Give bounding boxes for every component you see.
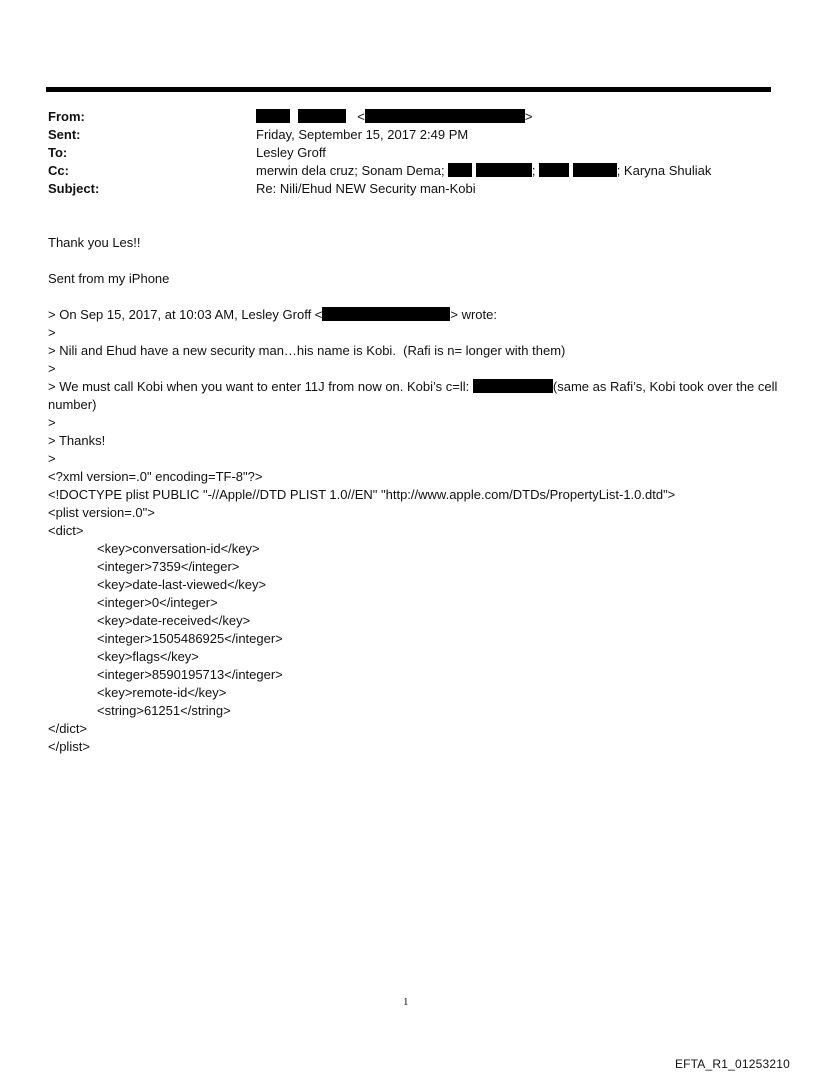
quote-text: > We must call Kobi when you want to enter 11J from now on. Kobi’s c=ll: [48,379,473,394]
subject-label: Subject: [48,181,100,196]
redaction-bar [539,163,569,177]
subject-value: Re: Nili/Ehud NEW Security man-Kobi [256,181,476,196]
redaction-bar [365,109,525,123]
redaction-bar [322,307,450,321]
xml-line: <string>61251</string> [97,703,231,718]
from-bracket-close: > [524,109,533,124]
header-top-rule [46,87,771,92]
redaction-bar [573,163,617,177]
from-label: From: [48,109,85,124]
document-id: EFTA_R1_01253210 [674,1057,790,1071]
quote-line: > Thanks! [48,433,106,448]
quote-line: > [48,415,56,430]
xml-line: <integer>0</integer> [97,595,218,610]
xml-line: <dict> [48,523,84,538]
xml-line: <integer>1505486925</integer> [97,631,283,646]
xml-line: </dict> [48,721,88,736]
xml-line: <key>flags</key> [97,649,199,664]
quote-text: (same as Rafi’s, Kobi took over the cell number) [48,379,778,412]
redaction-bar [298,109,346,123]
xml-line: <key>conversation-id</key> [97,541,260,556]
to-label: To: [48,145,68,160]
cc-separator: ; [531,163,536,178]
quote-line: > [48,361,56,376]
to-value: Lesley Groff [256,145,326,160]
quote-line: > [48,451,56,466]
quote-text: > wrote: [450,307,497,322]
xml-line: </plist> [48,739,90,754]
xml-line: <integer>8590195713</integer> [97,667,283,682]
xml-line: <key>date-last-viewed</key> [97,577,267,592]
xml-line: <key>remote-id</key> [97,685,227,700]
body-line: Sent from my iPhone [48,271,170,286]
xml-line: <key>date-received</key> [97,613,251,628]
xml-line: <?xml version=.0" encoding=TF-8"?> [48,469,263,484]
from-bracket-open: < [357,109,365,124]
quote-line: > Nili and Ehud have a new security man…his name is Kobi. (Rafi is n= longer with them) [48,343,566,358]
sent-label: Sent: [48,127,81,142]
quote-line: > [48,325,56,340]
body-line: Thank you Les!! [48,235,141,250]
quote-text: > On Sep 15, 2017, at 10:03 AM, Lesley Groff < [48,307,323,322]
xml-line: <!DOCTYPE plist PUBLIC "-//Apple//DTD PLIST 1.0//EN" "http://www.apple.com/DTDs/PropertyList-1.0.dtd"> [48,487,676,502]
redaction-bar [448,163,472,177]
xml-line: <plist version=.0"> [48,505,155,520]
cc-recipients-end: ; Karyna Shuliak [616,163,712,178]
sent-value: Friday, September 15, 2017 2:49 PM [256,127,469,142]
from-value [256,108,532,125]
page-number: 1 [403,996,409,1008]
cc-value [256,162,711,179]
redaction-bar [256,109,290,123]
quote-line [48,378,778,414]
cc-label: Cc: [48,163,69,178]
xml-line: <integer>7359</integer> [97,559,240,574]
quote-line [48,306,778,324]
redaction-bar [476,163,532,177]
redaction-bar [473,379,553,393]
cc-recipients: merwin dela cruz; Sonam Dema; [256,163,445,178]
